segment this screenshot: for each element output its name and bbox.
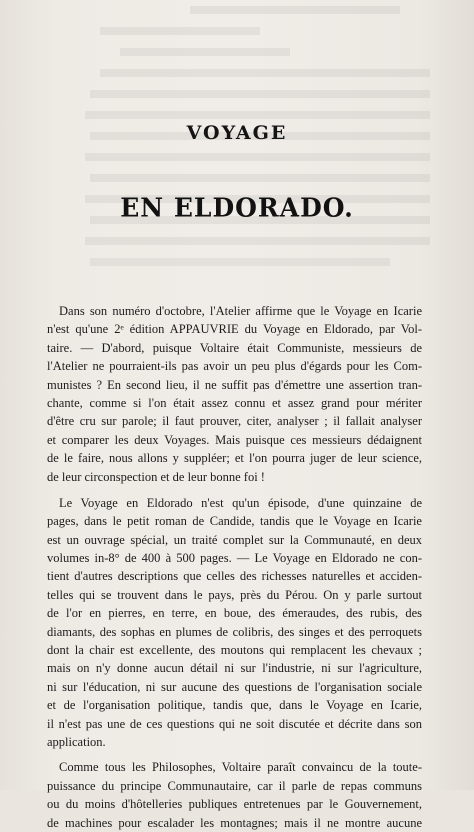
title-en-eldorado: EN ELDORADO. [120, 192, 354, 223]
text-line: d'être cru sur parole; il faut prouver, citer, analyser ; il fallait analyser [47, 414, 422, 429]
text-line: l'Atelier ne pourraient-ils pas avoir un peu plus d'égards pour les Com- [47, 359, 422, 374]
text-line: pages, dans le petit roman de Candide, tandis que le Voyage en Icarie [47, 514, 422, 529]
text-line: application. [47, 734, 106, 749]
text-line: est un ouvrage spécial, un traité complet sur la Communauté, en deux [47, 532, 422, 547]
text-line: taire. — D'abord, puisque Voltaire était Communiste, messieurs de [47, 340, 422, 355]
text-line: il n'est pas une de ces questions qui ne soit discutée et décrite dans son [47, 716, 422, 731]
body-text [47, 302, 422, 832]
text-line: Dans son numéro d'octobre, l'Atelier affirme que le Voyage en Icarie [59, 304, 422, 318]
text-line: chante, comme si l'on était assez connu et assez grand pour mériter [47, 395, 422, 410]
text-line: et de l'organisation politique, tandis que, dans le Voyage en Icarie, [47, 698, 422, 713]
text-line: n'est qu'une 2ᵉ édition APPAUVRIE du Voyage en Eldorado, par Vol- [47, 322, 422, 337]
text-line: diamants, des sophas en plumes de colibris, des singes et des perroquets [47, 624, 422, 639]
text-line: telles qui se trouvent dans le pays, près du Pérou. On y parle surtout [47, 587, 422, 602]
paragraph-2 [47, 494, 422, 751]
text-line: Comme tous les Philosophes, Voltaire paraît convaincu de la toute- [59, 760, 422, 775]
title-voyage: VOYAGE [186, 122, 288, 144]
text-line: dont la chair est excellente, des moutons qui remplacent les chevaux ; [47, 643, 422, 658]
text-line: tient d'autres descriptions que celles des richesses naturelles et acciden- [47, 569, 422, 584]
text-line: volumes in-8° de 400 à 500 pages. — Le Voyage en Eldorado ne con- [47, 551, 422, 566]
text-line: puissance du principe Communautaire, car il parle de repas communs [47, 778, 422, 793]
text-line: de machines pour escalader les montagnes; mais il ne montre aucune [47, 815, 422, 830]
text-line: Le Voyage en Eldorado n'est qu'un épisode, d'une quinzaine de [59, 495, 422, 510]
text-line: ou du moins d'hôtelleries publiques entretenues par le Gouvernement, [47, 797, 422, 812]
text-line: de l'or en pierres, en terre, en boue, des émeraudes, des rubis, des [47, 606, 422, 621]
text-line: de leur circonspection et de leur bonne foi ! [47, 469, 265, 484]
paragraph-3 [47, 758, 422, 832]
text-line: de le faire, nous allons y suppléer; et l'on pourra juger de leur science, [47, 451, 422, 466]
paragraph-1 [47, 302, 422, 486]
show-through-text [40, 0, 460, 300]
text-line: et comparer les deux Voyages. Mais puisque ces messieurs dédaignent [47, 432, 422, 447]
text-line: munistes ? En second lieu, il ne suffit pas d'émettre une assertion tran- [47, 377, 422, 392]
text-line: mais on n'y donne aucun détail ni sur l'industrie, ni sur l'agriculture, [47, 661, 422, 676]
text-line: ni sur l'éducation, ni sur aucune des questions de l'organisation sociale [47, 679, 422, 694]
